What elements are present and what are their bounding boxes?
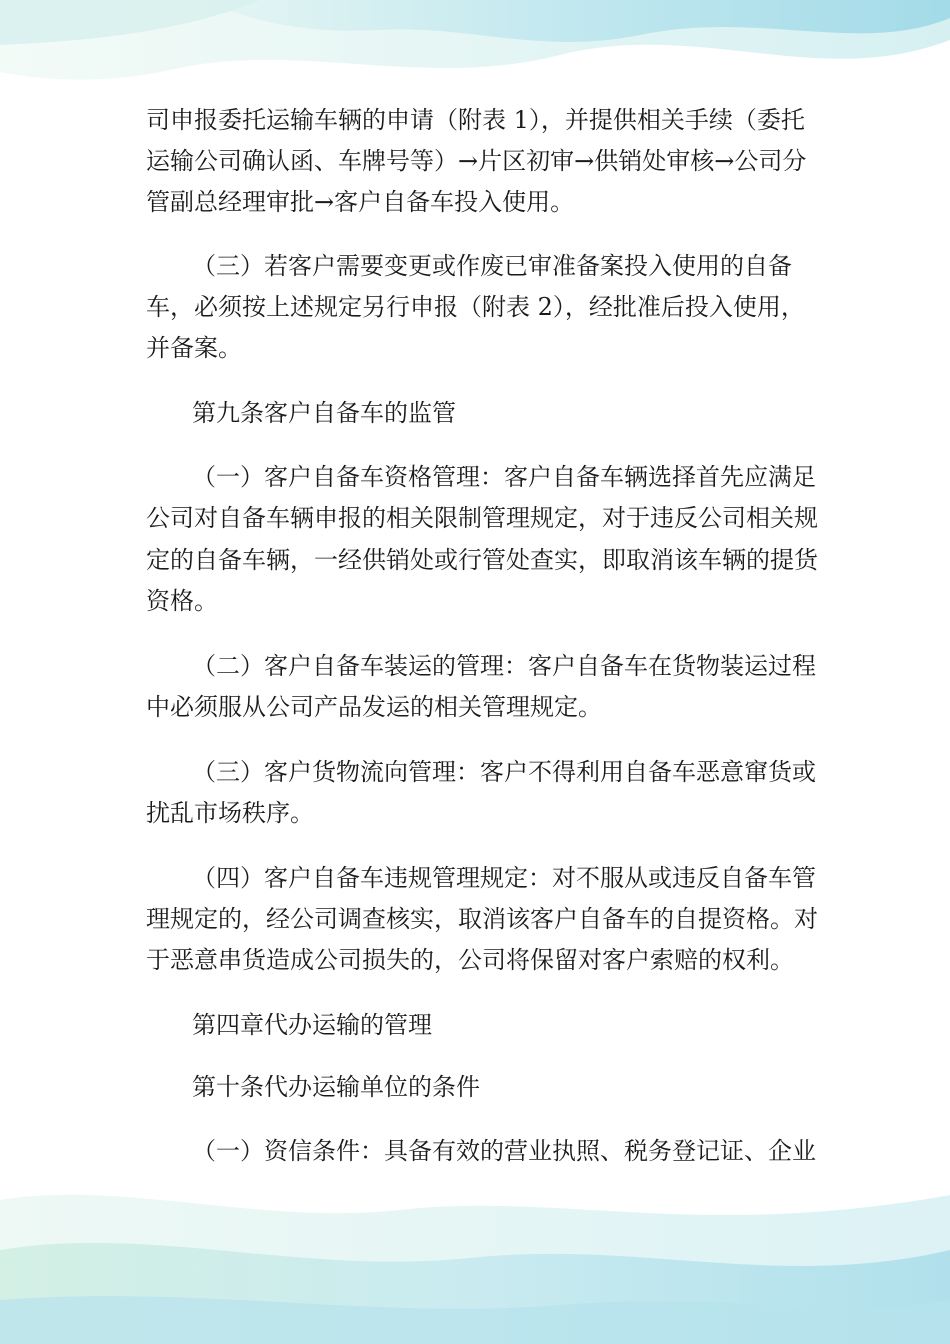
- text-line: 管副总经理审批→客户自备车投入使用。: [146, 188, 575, 216]
- text-line: （一）资信条件：具备有效的营业执照、税务登记证、企业: [192, 1137, 816, 1165]
- chapter-heading: 第四章代办运输的管理: [192, 1011, 432, 1039]
- text-line: 车，必须按上述规定另行申报（附表 2），经批准后投入使用，: [146, 293, 805, 321]
- text-line: （一）客户自备车资格管理：客户自备车辆选择首先应满足: [192, 463, 816, 491]
- article-heading: 第十条代办运输单位的条件: [192, 1073, 480, 1101]
- text-line: （四）客户自备车违规管理规定：对不服从或违反自备车管: [192, 864, 816, 892]
- text-line: 于恶意串货造成公司损失的，公司将保留对客户索赔的权利。: [146, 946, 794, 974]
- article-heading: 第九条客户自备车的监管: [192, 399, 456, 427]
- text-line: 并备案。: [146, 334, 242, 362]
- text-line: （三）客户货物流向管理：客户不得利用自备车恶意窜货或: [192, 758, 816, 786]
- text-line: 理规定的，经公司调查核实，取消该客户自备车的自提资格。对: [146, 905, 818, 933]
- text-line: 公司对自备车辆申报的相关限制管理规定，对于违反公司相关规: [146, 504, 818, 532]
- text-line: （三）若客户需要变更或作废已审准备案投入使用的自备: [192, 252, 792, 280]
- text-line: 司申报委托运输车辆的申请（附表 1），并提供相关手续（委托: [146, 106, 805, 134]
- text-line: （二）客户自备车装运的管理：客户自备车在货物装运过程: [192, 652, 816, 680]
- text-line: 资格。: [146, 587, 218, 615]
- text-line: 运输公司确认函、车牌号等）→片区初审→供销处审核→公司分: [146, 147, 807, 175]
- text-line: 中必须服从公司产品发运的相关管理规定。: [146, 693, 602, 721]
- text-line: 扰乱市场秩序。: [146, 799, 314, 827]
- text-line: 定的自备车辆，一经供销处或行管处查实，即取消该车辆的提货: [146, 546, 818, 574]
